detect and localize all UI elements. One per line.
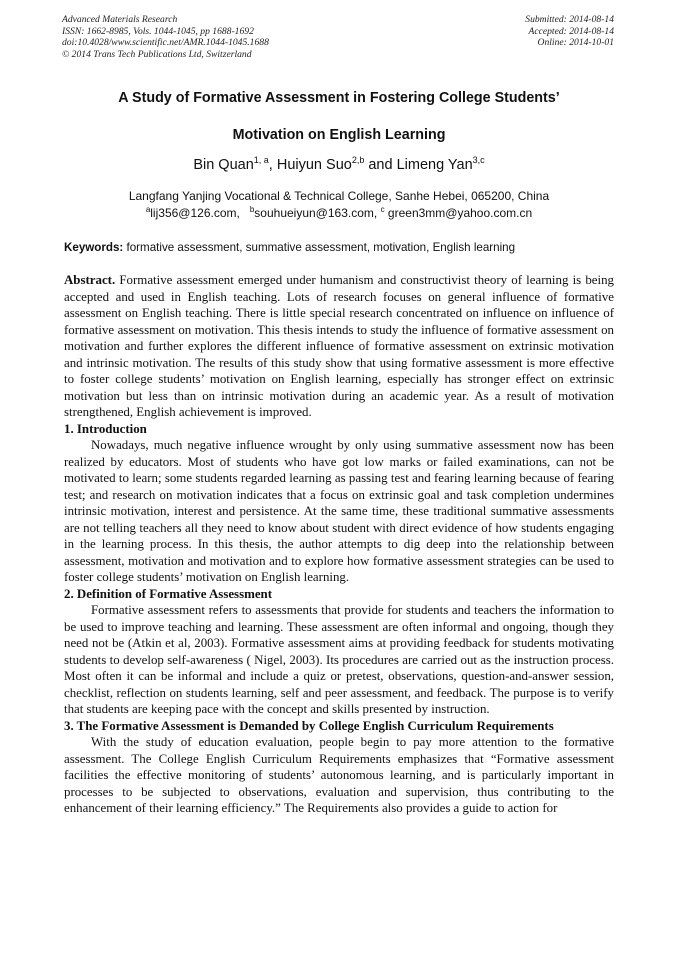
email-address[interactable]: lij356@126.com, <box>150 206 240 220</box>
affiliation: Langfang Yanjing Vocational & Technical College, Sanhe Hebei, 065200, China <box>128 189 550 203</box>
dates-header <box>525 14 614 49</box>
author-name: Bin Quan <box>193 157 254 173</box>
author-affil-mark: 3,c <box>472 155 485 165</box>
author-list <box>40 157 638 173</box>
author-name: Huiyun Suo <box>276 157 352 173</box>
author-affil-mark: 1, a <box>253 155 269 165</box>
keywords-text: formative assessment, summative assessment, motivation, English learning <box>126 241 516 254</box>
email-mark: b <box>249 205 255 214</box>
author-affil-mark: 2,b <box>351 155 365 165</box>
journal-header <box>62 14 269 60</box>
author-emails <box>40 206 638 220</box>
abstract-text: Formative assessment emerged under humanism and constructivist theory of learning is being accepted and used in English teaching. Lots of research focuses on general influence of formative assessment on English teaching. There is little special research concentrated on influence on influence of formative assessment on motivation. This thesis intends to study the influence of formative assessment on motivation and further explores the different influence of formative assessment on extrinsic motivation and intrinsic motivation. The results of this study show that using formative assessment is more effective to foster college students’ motivation on English learning, especially has stronger effect on extrinsic motivation but less than on intrinsic motivation during an academic year. As a result of motivation strengthened, English achievement is improved. <box>64 273 614 419</box>
journal-name: Advanced Materials Research <box>62 14 178 25</box>
copyright-line: © 2014 Trans Tech Publications Ltd, Switzerland <box>62 48 252 60</box>
section-heading-curriculum: 3. The Formative Assessment is Demanded by College English Curriculum Requirements <box>64 718 554 733</box>
section-heading-introduction: 1. Introduction <box>64 421 147 436</box>
email-address[interactable]: green3mm@yahoo.com.cn <box>387 206 533 220</box>
doi-line: doi:10.4028/www.scientific.net/AMR.1044-1045.1688 <box>62 37 269 48</box>
author-name: Limeng Yan <box>396 157 473 173</box>
email-mark: c <box>380 205 385 214</box>
paper-body <box>64 272 614 817</box>
email-address[interactable]: souhueiyun@163.com, <box>254 206 378 220</box>
abstract <box>64 272 614 421</box>
paper-title-line-2: Motivation on English Learning <box>232 127 446 143</box>
issn-line: ISSN: 1662-8985, Vols. 1044-1045, pp 1688-1692 <box>62 25 254 37</box>
submitted-date: Submitted: 2014-08-14 <box>525 14 614 25</box>
accepted-date: Accepted: 2014-08-14 <box>528 25 614 37</box>
email-mark: a <box>145 205 151 214</box>
author-separator: , <box>268 157 277 173</box>
abstract-label: Abstract. <box>64 273 116 287</box>
keywords <box>64 241 616 254</box>
paper-title-line-1: A Study of Formative Assessment in Fostering College Students’ <box>118 90 560 106</box>
section-text-curriculum: With the study of education evaluation, people begin to pay more attention to the formative assessment. The College English Curriculum Requirements emphasizes that “Formative assessment facilities the effective monitoring of students’ autonomous learning, and is particularly important in processes to be subjected to observations, evaluation and supervision, thus contributing to the enhancement of their learning efficiency.” The Requirements also provides a guide to action for <box>64 735 614 815</box>
keywords-label: Keywords: <box>64 241 124 254</box>
online-date: Online: 2014-10-01 <box>537 37 614 48</box>
author-separator: and <box>364 157 397 173</box>
section-text-introduction: Nowadays, much negative influence wrought by only using summative assessment now has been realized by educators. Most of students who have got low marks or failed examinations, can not be motivated to learn; some students regarded learning as passing test and fearing learning because of fearing test; and research on motivation indicates that a focus on extrinsic goal and task completion undermines intrinsic motivation, interest and persistence. At the same time, these traditional summative assessments are not telling teachers all they need to know about student with direct evidence of how students engaging in the learning process. In this thesis, the author attempts to dig deep into the relationship between assessment, motivation and motivation and to explore how formative assessment strategies can be used to foster college students’ motivation on English learning. <box>64 438 614 584</box>
section-heading-definition: 2. Definition of Formative Assessment <box>64 586 273 601</box>
section-text-definition: Formative assessment refers to assessments that provide for students and teachers the information to be used to improve teaching and learning. These assessment are often informal and ongoing, though they need not be (Atkin et al, 2003). Formative assessment aims at providing feedback for students motivating students to develop self-awareness ( Nigel, 2003). Its procedures are carried out as the instruction process. Most often it can be informal and include a quiz or pretest, observations, question-and-answer session, checklist, reflection on students learning, self and peer assessment, and feedback. The purpose is to verify that students are keeping pace with the concept and skills presented by instruction. <box>64 603 614 716</box>
